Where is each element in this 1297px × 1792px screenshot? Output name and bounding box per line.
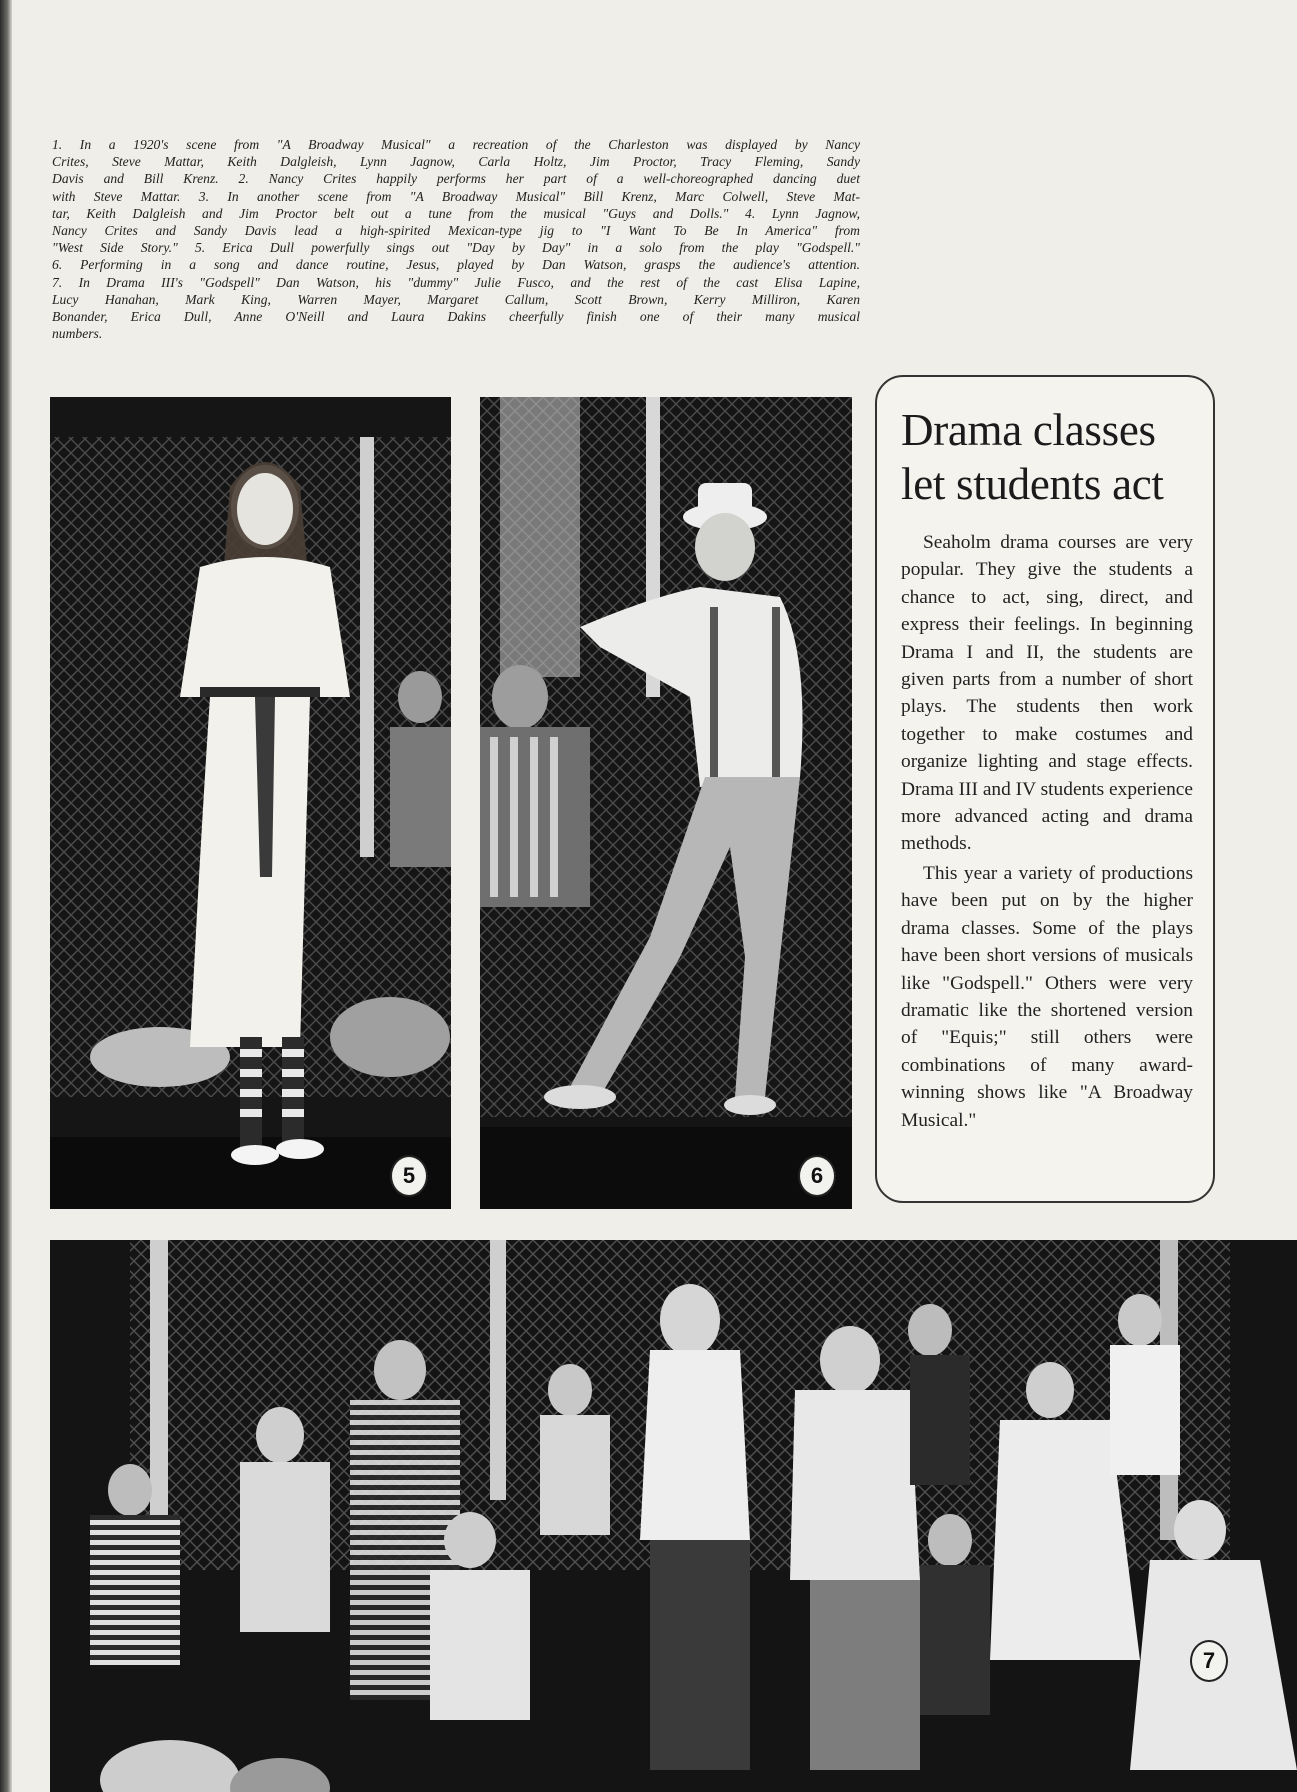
photo-number-badge: 5 — [390, 1155, 428, 1197]
photo-6-illustration — [480, 397, 852, 1209]
caption-line: 6. Performing in a song and dance routine, Jesus, played by Dan Watson, grasps the audience's attention. — [52, 257, 860, 273]
article-paragraph: This year a variety of productions have been put on by the higher drama classes. Some of the plays have been short versions of musicals like "Godspell." Others were very dramatic like the shortened version of "Equis;" still others were combinations of many award-winning shows like "A Broadway Musical." — [901, 862, 1193, 1131]
caption-line: Nancy Crites and Sandy Davis lead a high-spirited Mexican-type jig to "I Want To Be In America" from — [52, 223, 860, 239]
photo-5-singer — [50, 397, 451, 1209]
caption-line: Bonander, Erica Dull, Anne O'Neill and Laura Dakins cheerfully finish one of their many musical — [52, 309, 860, 325]
photo-number-badge: 6 — [798, 1155, 836, 1197]
caption-line: 7. In Drama III's "Godspell" Dan Watson, his "dummy" Julie Fusco, and the rest of the cast Elisa Lapine, — [52, 274, 860, 290]
caption-line: with Steve Mattar. 3. In another scene from "A Broadway Musical" Bill Krenz, Marc Colwell, Steve Mat- — [52, 188, 860, 204]
caption-line: 1. In a 1920's scene from "A Broadway Musical" a recreation of the Charleston was displayed by Nancy — [52, 137, 860, 152]
photo-7-cast — [50, 1240, 1297, 1792]
caption-line: "West Side Story." 5. Erica Dull powerfully sings out "Day by Day" in a solo from the play "Godspell." — [52, 240, 860, 256]
caption-line: tar, Keith Dalgleish and Jim Proctor belt out a tune from the musical "Guys and Dolls." 4. Lynn Jagnow, — [52, 205, 860, 221]
caption-line: numbers. — [52, 326, 103, 342]
article-paragraph: Seaholm drama courses are very popular. They give the students a chance to act, sing, direct, and express their feelings. In beginning Drama I and II, the students are given parts from a number of short plays. The students then work together to make costumes and organize lighting and stage effects. Drama III and IV students experience more advanced acting and drama methods. — [901, 532, 1193, 855]
headline-line: Drama classes — [901, 405, 1156, 455]
headline-line: let students act — [901, 459, 1164, 509]
caption-line: Davis and Bill Krenz. 2. Nancy Crites happily performs her part of a well-choreographed dancing duet — [52, 171, 860, 187]
photo-number-badge: 7 — [1190, 1640, 1228, 1682]
article-box — [875, 375, 1215, 1203]
article-headline — [901, 403, 1193, 511]
photo-caption — [52, 136, 860, 342]
caption-line: Lucy Hanahan, Mark King, Warren Mayer, Margaret Callum, Scott Brown, Kerry Milliron, Karen — [52, 291, 860, 307]
photo-6-dancer — [480, 397, 852, 1209]
caption-line: Crites, Steve Mattar, Keith Dalgleish, Lynn Jagnow, Carla Holtz, Jim Proctor, Tracy Fleming, Sandy — [52, 154, 860, 170]
page-binding-shadow — [0, 0, 12, 1792]
photo-7-illustration — [50, 1240, 1297, 1792]
photo-5-illustration — [50, 397, 451, 1209]
